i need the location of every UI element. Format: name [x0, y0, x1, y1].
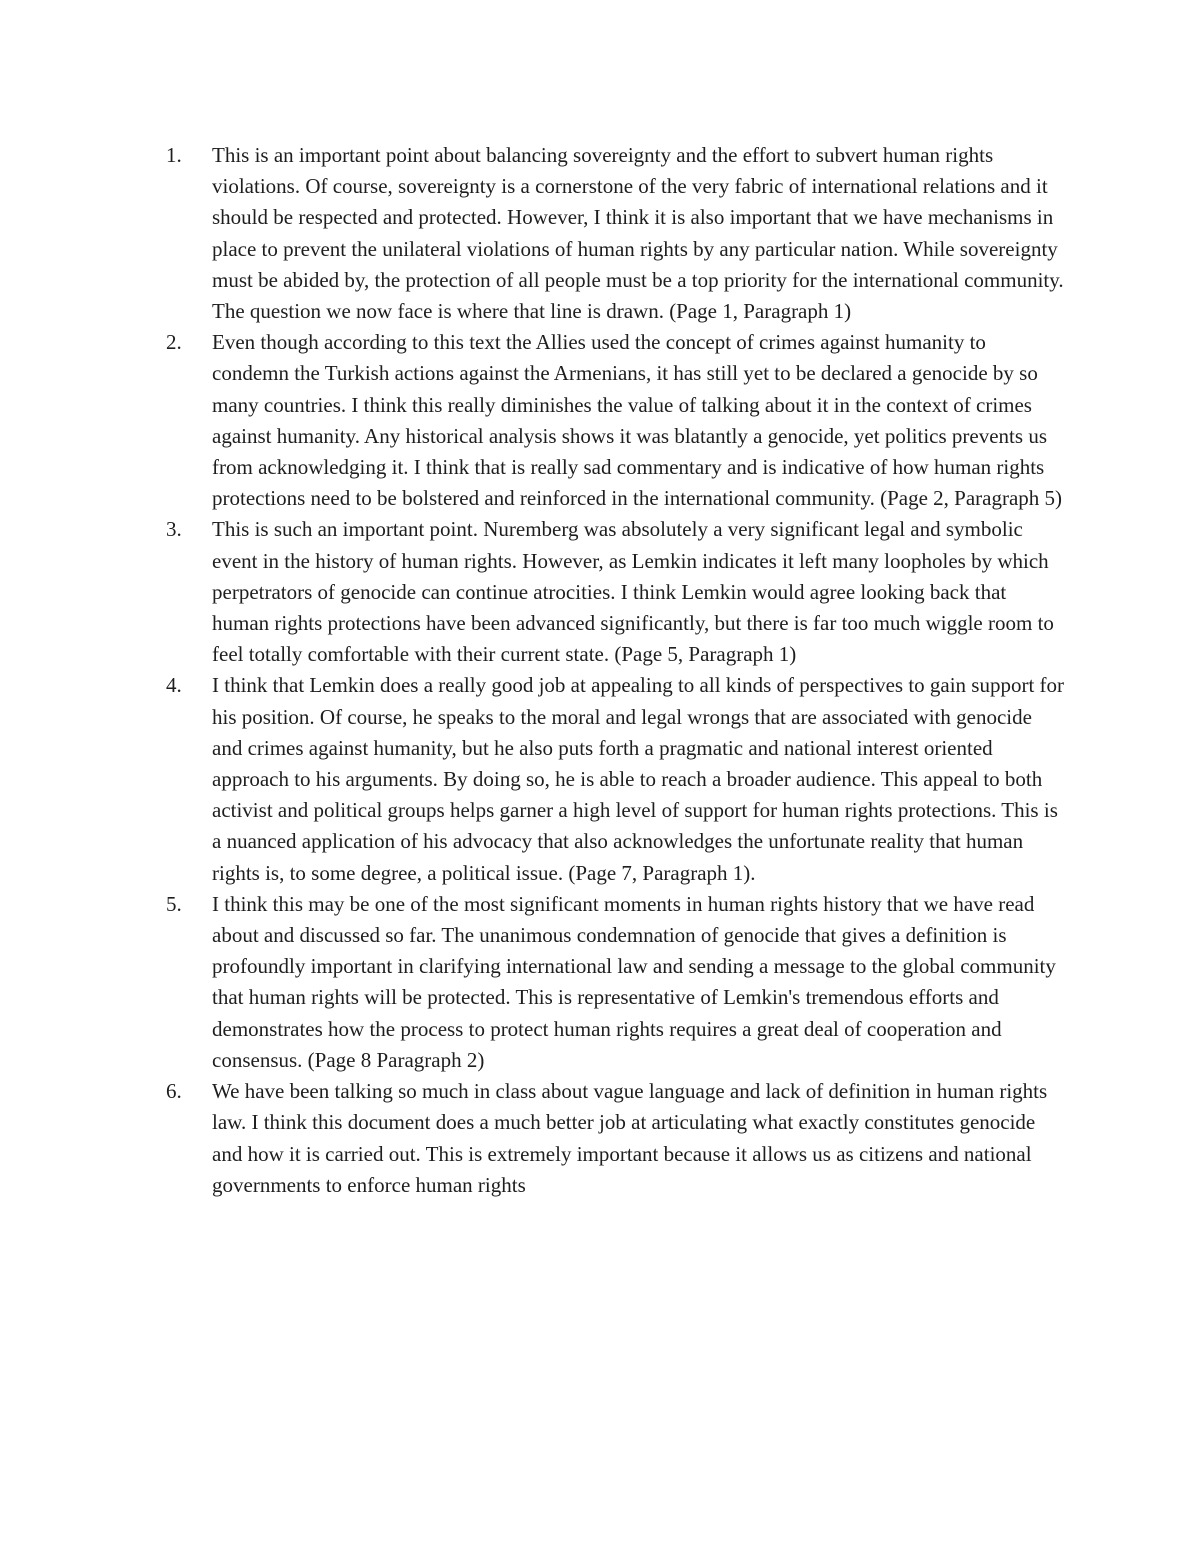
- list-item-number: 6.: [166, 1079, 182, 1104]
- list-item-number: 4.: [166, 673, 182, 698]
- list-item-number: 1.: [166, 143, 182, 167]
- numbered-list: [166, 140, 1066, 1201]
- list-item-number: 3.: [166, 517, 182, 542]
- list-item-text: This is such an important point. Nuremberg was absolutely a very significant legal and symbolic event in the history of human rights. However, as Lemkin indicates it left many loopholes by which perpetrators of genocide can continue atrocities. I think Lemkin would agree looking back that human rights protections have been advanced significantly, but there is far too much wiggle room to feel totally comfortable with their current state. (Page 5, Paragraph 1): [212, 517, 1054, 667]
- list-item: [166, 1076, 1066, 1201]
- list-item: [166, 670, 1066, 888]
- list-item-text: I think that Lemkin does a really good job at appealing to all kinds of perspectives to gain support for his position. Of course, he speaks to the moral and legal wrongs that are associated with genocide and crimes against humanity, but he also puts forth a pragmatic and national interest oriented approach to his arguments. By doing so, he is able to reach a broader audience. This appeal to both activist and political groups helps garner a high level of support for human rights protections. This is a nuanced application of his advocacy that also acknowledges the unfortunate reality that human rights is, to some degree, a political issue. (Page 7, Paragraph 1).: [212, 673, 1065, 885]
- list-item: [166, 514, 1066, 670]
- list-item: [166, 327, 1066, 514]
- list-item-text: This is an important point about balancing sovereignty and the effort to subvert human rights violations. Of course, sovereignty is a cornerstone of the very fabric of international relations and it should be respected and protected. However, I think it is also important that we have mechanisms in place to prevent the unilateral violations of human rights by any particular nation. While sovereignty must be abided by, the protection of all people must be a top priority for the international community. The question we now face is where that line is drawn. (Page 1, Paragraph 1): [212, 143, 1064, 324]
- list-item-text: We have been talking so much in class about vague language and lack of definition in human rights law. I think this document does a much better job at articulating what exactly constitutes genocide and how it is carried out. This is extremely important because it allows us as citizens and national governments to enforce human rights: [212, 1079, 1048, 1197]
- list-item-text: Even though according to this text the Allies used the concept of crimes against humanity to condemn the Turkish actions against the Armenians, it has still yet to be declared a genocide by so many countries. I think this really diminishes the value of talking about it in the context of crimes against humanity. Any historical analysis shows it was blatantly a genocide, yet politics prevents us from acknowledging it. I think that is really sad commentary and is indicative of how human rights protections need to be bolstered and reinforced in the international community. (Page 2, Paragraph 5): [212, 330, 1063, 511]
- list-item-number: 5.: [166, 891, 182, 916]
- list-item: [166, 140, 1066, 327]
- list-item-number: 2.: [166, 330, 182, 355]
- list-item-text: I think this may be one of the most significant moments in human rights history that we have read about and discussed so far. The unanimous condemnation of genocide that gives a definition is profoundly important in clarifying international law and sending a message to the global community that human rights will be protected. This is representative of Lemkin's tremendous efforts and demonstrates how the process to protect human rights requires a great deal of cooperation and consensus. (Page 8 Paragraph 2): [212, 891, 1056, 1072]
- list-item: [166, 889, 1066, 1076]
